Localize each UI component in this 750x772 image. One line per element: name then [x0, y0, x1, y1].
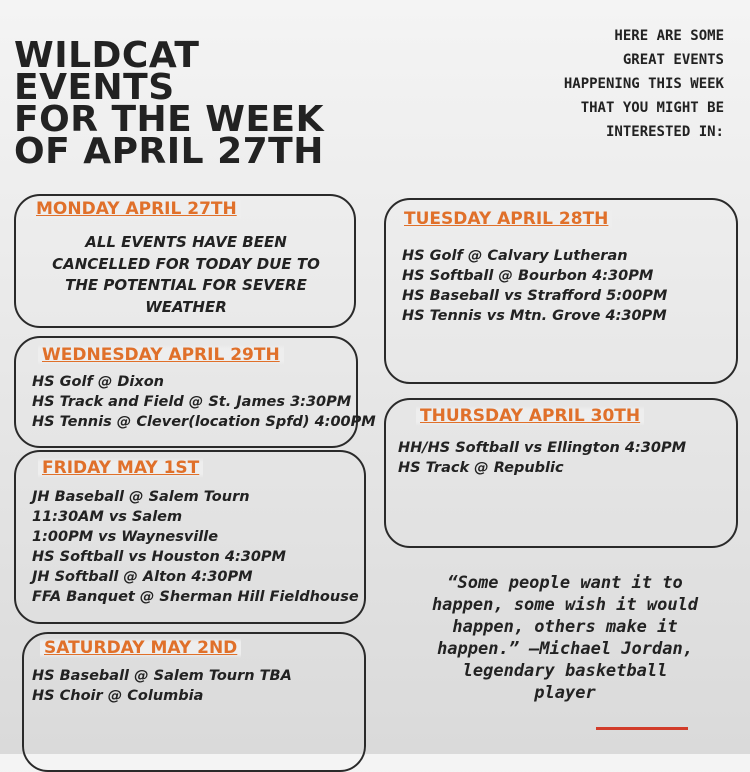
quote-line: happen.” —Michael Jordan,	[437, 639, 693, 659]
event-line: HS Track and Field @ St. James 3:30PM	[32, 394, 352, 410]
event-line: HS Tennis @ Clever(location Spfd) 4:00PM	[32, 414, 376, 430]
tuesday-events	[402, 246, 667, 326]
quote-line: legendary basketball	[462, 661, 668, 681]
quote-text	[388, 572, 742, 704]
event-line: HS Softball @ Bourbon 4:30PM	[402, 268, 654, 284]
friday-events	[32, 487, 359, 607]
thursday-title: THURSDAY APRIL 30TH	[416, 406, 644, 426]
event-line: HS Track @ Republic	[398, 460, 564, 476]
monday-events	[22, 232, 350, 318]
intro-text	[504, 24, 724, 144]
event-line: HS Tennis vs Mtn. Grove 4:30PM	[402, 308, 667, 324]
intro-line: THAT YOU MIGHT BE	[580, 100, 724, 116]
monday-title: MONDAY APRIL 27TH	[32, 199, 241, 219]
saturday-title: SATURDAY MAY 2ND	[40, 638, 241, 658]
event-line: HS Golf @ Calvary Lutheran	[402, 248, 628, 264]
event-line: FFA Banquet @ Sherman Hill Fieldhouse	[32, 589, 359, 605]
quote-line: happen, others make it	[452, 617, 678, 637]
friday-title: FRIDAY MAY 1ST	[38, 458, 203, 478]
thursday-events	[398, 438, 686, 478]
event-line: HH/HS Softball vs Ellington 4:30PM	[398, 440, 687, 456]
quote-line: player	[534, 683, 596, 703]
title-line: WILDCAT	[14, 35, 200, 76]
quote-line: happen, some wish it would	[431, 595, 699, 615]
intro-line: GREAT EVENTS	[622, 52, 724, 68]
page-title	[14, 35, 454, 172]
event-line: 11:30AM vs Salem	[32, 509, 183, 525]
intro-line: HERE ARE SOME	[614, 28, 724, 44]
intro-line: HAPPENING THIS WEEK	[563, 76, 724, 92]
decorative-rule	[596, 727, 688, 730]
event-line: HS Choir @ Columbia	[32, 688, 204, 704]
title-line: EVENTS	[14, 67, 175, 108]
event-line: JH Softball @ Alton 4:30PM	[32, 569, 253, 585]
event-line: HS Baseball vs Strafford 5:00PM	[402, 288, 668, 304]
event-line: HS Golf @ Dixon	[32, 374, 165, 390]
intro-line: INTERESTED IN:	[605, 124, 724, 140]
saturday-events	[32, 666, 292, 706]
title-line: FOR THE WEEK	[14, 99, 325, 140]
event-line: WEATHER	[145, 297, 227, 316]
event-line: CANCELLED FOR TODAY DUE TO	[52, 254, 320, 273]
wednesday-title: WEDNESDAY APRIL 29TH	[38, 345, 284, 365]
tuesday-title: TUESDAY APRIL 28TH	[400, 209, 612, 229]
quote-line: “Some people want it to	[447, 573, 683, 593]
wednesday-events	[32, 372, 376, 432]
event-line: THE POTENTIAL FOR SEVERE	[65, 276, 307, 294]
event-line: JH Baseball @ Salem Tourn	[32, 489, 250, 505]
event-line: HS Baseball @ Salem Tourn TBA	[32, 668, 292, 684]
event-line: ALL EVENTS HAVE BEEN	[85, 233, 287, 251]
event-line: 1:00PM vs Waynesville	[32, 529, 219, 545]
title-line: OF APRIL 27TH	[14, 131, 324, 172]
event-line: HS Softball vs Houston 4:30PM	[32, 549, 286, 565]
